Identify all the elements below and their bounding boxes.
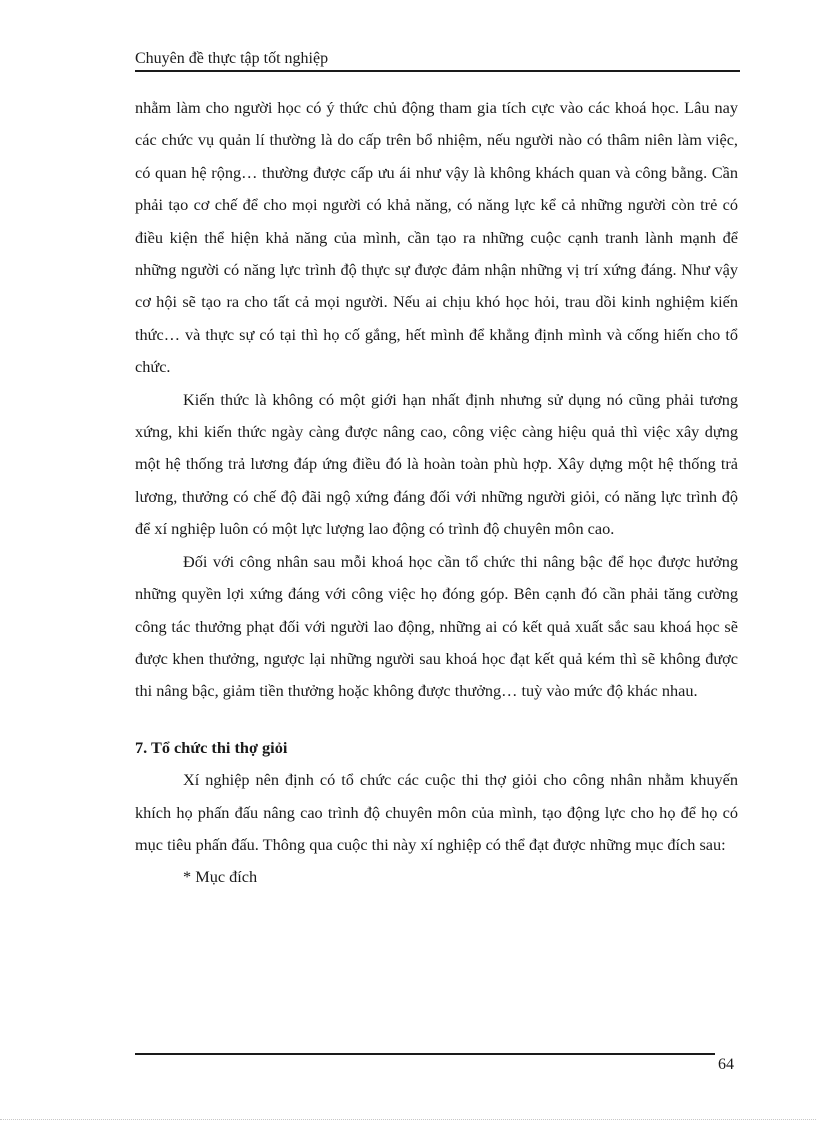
body-text (135, 92, 738, 894)
paragraph-continuation: nhằm làm cho người học có ý thức chủ động tham gia tích cực vào các khoá học. Lâu nay các chức vụ quản lí thường là do cấp trên bổ nhiệm, nếu người nào có thâm niên làm việc, có quan hệ rộng… thường được cấp ưu ái như vậy là không khách quan và công bằng. Cần phải tạo cơ chế để cho mọi người có khả năng, có năng lực kể cả những người còn trẻ có điều kiện thể hiện khả năng của mình, cần tạo ra những cuộc cạnh tranh lành mạnh để những người có năng lực trình độ thực sự được đảm nhận những vị trí xứng đáng. Như vậy cơ hội sẽ tạo ra cho tất cả mọi người. Nếu ai chịu khó học hỏi, trau dồi kinh nghiệm kiến thức… và thực sự có tại thì họ cố gắng, hết mình để khẳng định mình và cống hiến cho tổ chức. (135, 98, 738, 377)
footer-rule (135, 1053, 715, 1055)
page-edge-dots (0, 1119, 816, 1120)
paragraph-knowledge: Kiến thức là không có một giới hạn nhất định nhưng sử dụng nó cũng phải tương xứng, khi kiến thức ngày càng được nâng cao, công việc càng hiệu quả thì việc xây dựng một hệ thống trả lương đáp ứng điều đó là hoàn toàn phù hợp. Xây dựng một hệ thống trả lương, thưởng có chế độ đãi ngộ xứng đáng đối với những người giỏi, có năng lực trình độ để xí nghiệp luôn có một lực lượng lao động có trình độ chuyên môn cao. (135, 389, 738, 539)
section-heading: 7. Tổ chức thi thợ giỏi (135, 737, 288, 757)
page-number: 64 (718, 1056, 734, 1073)
running-header: Chuyên đề thực tập tốt nghiệp (135, 50, 329, 67)
paragraph-contest: Xí nghiệp nên định có tổ chức các cuộc thi thợ giỏi cho công nhân nhằm khuyến khích họ phấn đấu nâng cao trình độ chuyên môn của mình, tạo động lực cho họ để họ có mục tiêu phấn đấu. Thông qua cuộc thi này xí nghiệp có thể đạt được những mục đích sau: (135, 770, 738, 854)
paragraph-workers: Đối với công nhân sau mỗi khoá học cần tổ chức thi nâng bậc để học được hưởng những quyền lợi xứng đáng với công việc họ đóng góp. Bên cạnh đó cần phải tăng cường công tác thưởng phạt đối với người lao động, những ai có kết quả xuất sắc sau khoá học sẽ được khen thưởng, ngược lại những người sau khoá học đạt kết quả kém thì sẽ không được thi nâng bậc, giảm tiền thưởng hoặc không được thưởng… tuỳ vào mức độ khác nhau. (135, 551, 738, 701)
bullet-purpose: * Mục đích (183, 867, 258, 887)
header-rule (135, 70, 740, 72)
